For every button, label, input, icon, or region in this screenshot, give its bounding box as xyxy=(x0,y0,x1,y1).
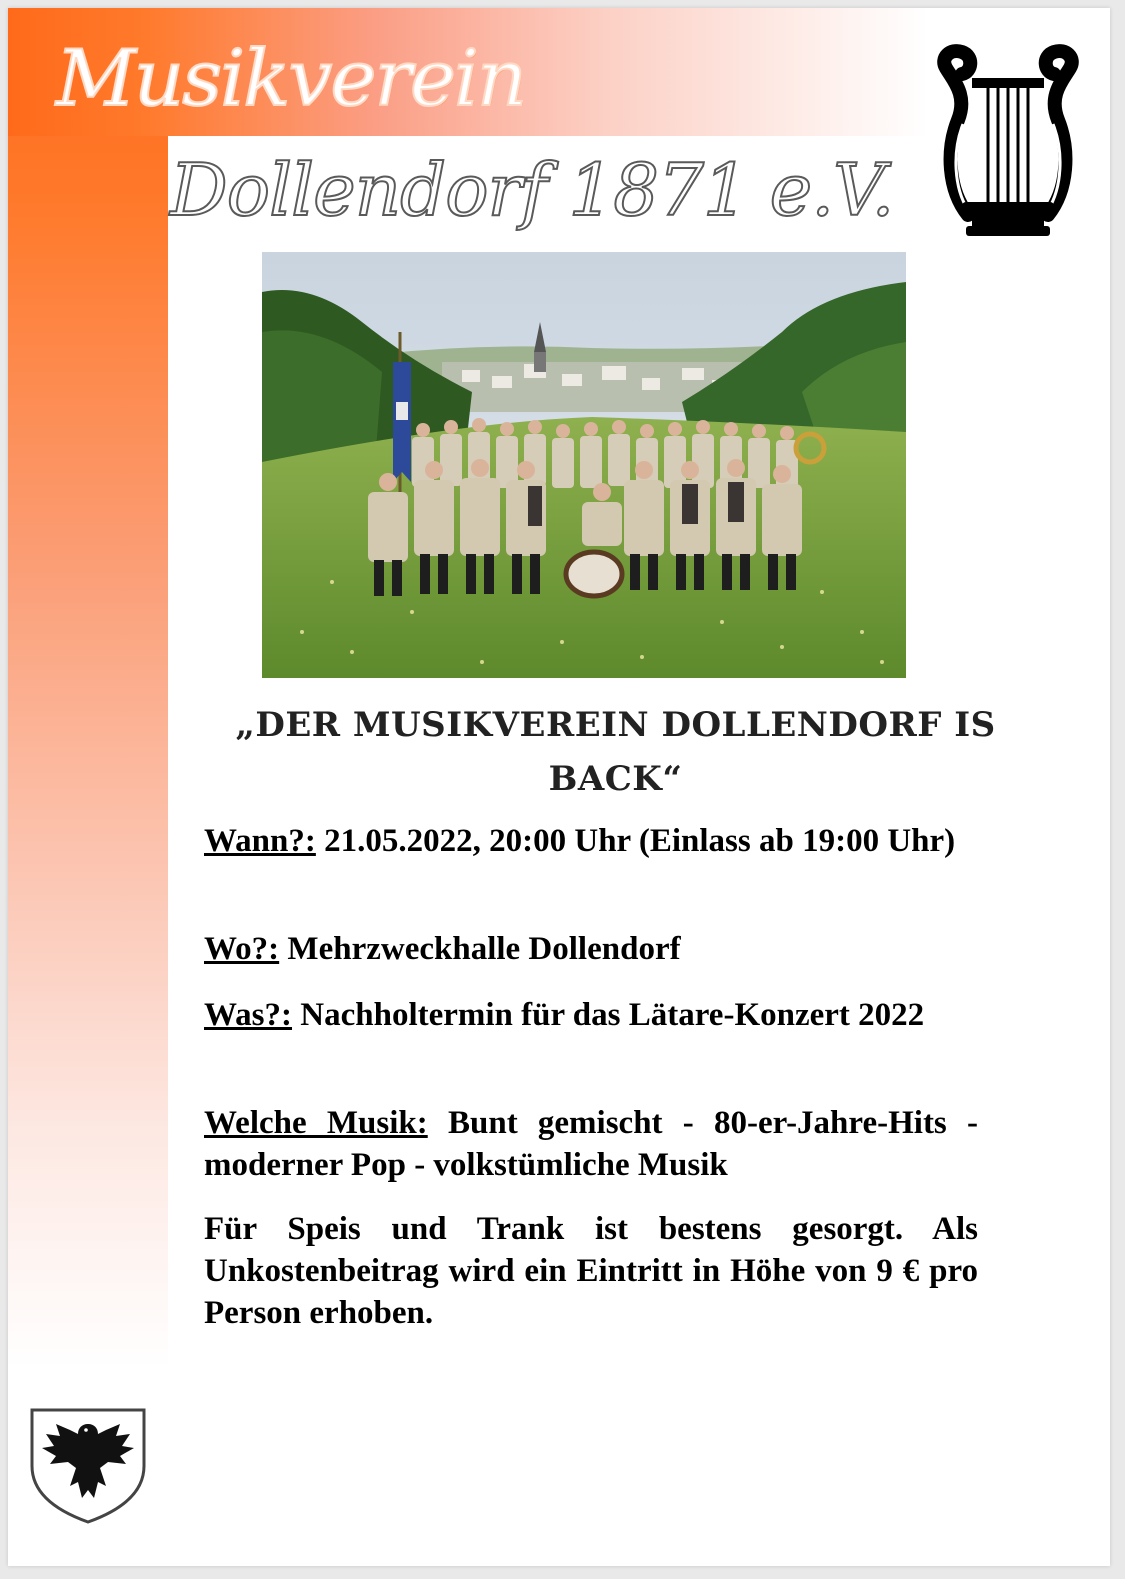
what-value: Nachholtermin für das Lätare-Konzert 2022 xyxy=(292,997,925,1033)
lyre-icon xyxy=(928,40,1088,240)
event-headline xyxy=(208,698,1023,806)
music-paragraph xyxy=(204,1102,978,1186)
closing-paragraph: Für Speis und Trank ist bestens gesorgt. Als Unkostenbeitrag wird ein Eintritt in Höhe von 9 € pro Person erhoben. xyxy=(204,1211,978,1331)
title-musikverein: Musikverein xyxy=(56,34,526,124)
orange-side-band xyxy=(8,8,168,1368)
when-value: 21.05.2022, 20:00 Uhr (Einlass ab 19:00 Uhr) xyxy=(315,823,956,859)
title-dollendorf: Dollendorf 1871 e.V. xyxy=(170,148,894,232)
where-value: Mehrzweckhalle Dollendorf xyxy=(279,931,681,967)
where-paragraph xyxy=(204,928,978,970)
headline-line-1: „DER MUSIKVEREIN DOLLENDORF IS xyxy=(235,705,996,745)
when-label: Wann?: xyxy=(204,823,316,859)
music-value: Bunt gemischt - 80-er-Jahre-Hits - moderner Pop - volkstümliche Musik xyxy=(204,1105,978,1183)
music-label: Welche Musik: xyxy=(204,1105,428,1141)
eagle-crest-icon xyxy=(26,1406,150,1526)
band-photo xyxy=(262,252,906,678)
flyer-page xyxy=(8,8,1110,1566)
headline-line-2: BACK“ xyxy=(548,759,683,799)
when-paragraph xyxy=(204,820,978,862)
what-paragraph xyxy=(204,994,978,1036)
where-label: Wo?: xyxy=(204,931,280,967)
what-label: Was?: xyxy=(204,997,293,1033)
